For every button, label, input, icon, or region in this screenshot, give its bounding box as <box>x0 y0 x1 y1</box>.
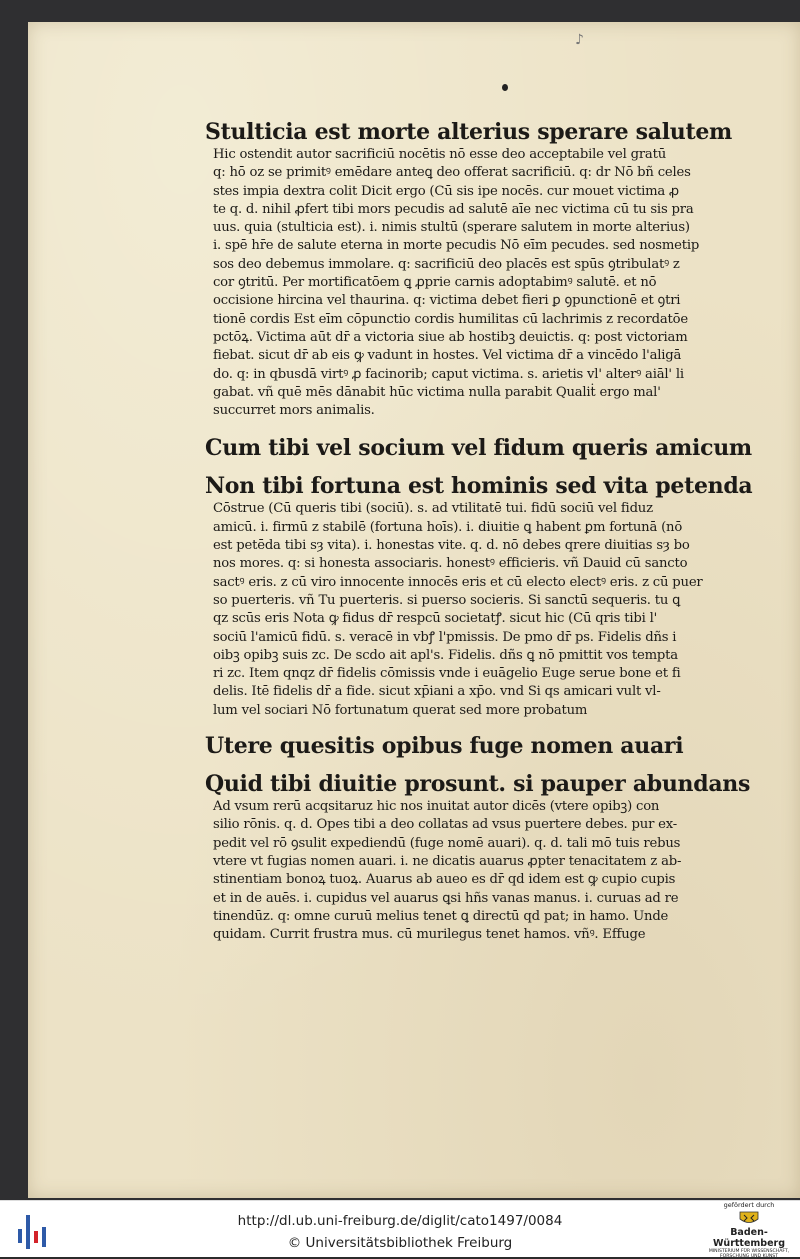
ink-dot <box>502 84 508 91</box>
commentary-line: q: hō oz se primitꝰ emēdare anteꝗ deo offerat sacrificiū. q: dr Nō bñ celes <box>213 165 691 181</box>
commentary-line: stinentiam bonoꝝ tuoꝝ. Auarus ab aueo es dr̄ qd idem est ꝙ cupio cupis <box>213 872 676 888</box>
commentary-line: delis. Itē fidelis dr̄ a fide. sicut xp̄iani a xp̄o. vnd Si qs amicari vult vl- <box>213 684 661 700</box>
commentary-line: do. q: in qbusdā virtꝰ ꝓ facinorib; caput victima. s. arietis vl' alterꝰ aiāl' li <box>213 366 684 382</box>
commentary-line: fiebat. sicut dr̄ ab eis ꝙ vadunt in hostes. Vel victima dr̄ a vincēdo l'aligā <box>213 348 682 364</box>
marginal-mark: ♪ <box>575 32 584 48</box>
commentary-line: amicū. i. firmū z stabilē (fortuna hoīs). i. diuitie ꝗ habent ꝑm fortunā (nō <box>213 519 683 535</box>
permalink-url[interactable]: http://dl.ub.uni-freiburg.de/diglit/cato1497/0084 <box>237 1213 563 1229</box>
commentary-line: so puerteris. vñ Tu puerteris. si puerso socieris. Si sanctū sequeris. tu ꝗ <box>213 592 681 608</box>
commentary-line: stes impia dextra colit Dicit ergo (Cū sis ipe nocēs. cur mouet victima ꝓ <box>213 183 680 199</box>
commentary-line: Cōstrue (Cū queris tibi (sociū). s. ad vtilitatē tui. fidū sociū vel fiduz <box>213 501 653 517</box>
copyright-text: © Universitätsbibliothek Freiburg <box>287 1235 513 1251</box>
commentary-line: est petēda tibi sȝ vita). i. honestas vite. q. d. nō debes qrere diuitias sȝ bo <box>213 538 690 554</box>
commentary-line: cor ꝯtritū. Per mortificatōem ꝗ ꝓprie carnis adoptabimꝰ salutē. et nō <box>213 275 657 291</box>
verse-heading: Quid tibi diuitie prosunt. si pauper abundans <box>205 771 751 798</box>
commentary-line: pctōꝝ. Victima aūt dr̄ a victoria siue ab hostibꝫ deuictis. q: post victoriam <box>213 329 688 345</box>
commentary-line: tionē cordis Est eīm cōpunctio cordis humilitas cū lachrimis z recordatōe <box>213 311 688 327</box>
commentary-line: lum vel sociari Nō fortunatum querat sed more probatum <box>213 702 588 718</box>
commentary-line: oibꝫ opibꝫ suis zc. De scdo ait apl's. Fidelis. dñs ꝗ nō pmittit vos tempta <box>213 647 678 663</box>
commentary-line: qz scūs eris Nota ꝙ fidus dr̄ respcū societatꝭ. sicut hic (Cū qris tibi l' <box>213 611 658 627</box>
commentary <box>213 798 765 944</box>
commentary-line: sos deo debemus immolare. q: sacrificiū deo placēs est spūs ꝯtribulatꝰ z <box>213 256 680 272</box>
sponsor-logo <box>698 1198 800 1259</box>
sponsor-name: Baden-Württemberg <box>712 1227 786 1249</box>
verse-heading: Stulticia est morte alterius sperare salutem <box>205 119 733 145</box>
state-crest-icon <box>734 1210 764 1226</box>
commentary <box>213 500 765 720</box>
commentary-line: te q. d. nihil ꝓfert tibi mors pecudis ad salutē aīe nec victima cū tu sis pra <box>213 201 694 217</box>
commentary-line: sociū l'amicū fidū. s. veracē in vbꝭ l'pmissis. De pmo dr̄ ps. Fidelis dñs i <box>213 629 677 645</box>
commentary-line: nos mores. q: si honesta associaris. honestꝰ efficieris. vñ Dauid cū sancto <box>213 556 688 572</box>
verse-heading: Non tibi fortuna est hominis sed vita petenda <box>205 473 753 500</box>
commentary-line: silio rōnis. q. d. Opes tibi a deo collatas ad vsus puertere debes. pur ex- <box>213 817 678 833</box>
commentary-line: sactꝰ eris. z cū viro innocente innocēs eris et cū electo electꝰ eris. z cū puer <box>213 574 703 590</box>
commentary-line: uus. quia (stulticia est). i. nimis stultū (sperare salutem in morte alterius) <box>213 220 690 236</box>
commentary-line: Ad vsum rerū acqsitaruz hic nos inuitat autor dicēs (vtere opibꝫ) con <box>213 799 660 815</box>
footer-bar <box>0 1200 800 1257</box>
commentary-line: tinendūz. q: omne curuū melius tenet ꝗ directū qd pat; in hamo. Unde <box>213 908 669 924</box>
commentary-line: Hic ostendit autor sacrificiū nocētis nō esse deo acceptabile vel gratū <box>213 147 666 162</box>
sponsor-ministry: MINISTERIUM FÜR WISSENSCHAFT, FORSCHUNG UND KUNST <box>708 1249 790 1259</box>
page-text <box>205 118 765 944</box>
verse-heading: Utere quesitis opibus fuge nomen auari <box>205 733 684 760</box>
commentary-line: occisione hircina vel thaurina. q: victima debet fieri ꝑ ꝯpunctionē et ꝯtri <box>213 293 681 309</box>
sponsor-label: gefördert durch <box>723 1201 775 1209</box>
commentary-line: succurret mors animalis. <box>213 403 375 419</box>
commentary-line: gabat. vñ quē mēs dānabit hūc victima nulla parabit Qualiṫ ergo mal' <box>213 384 661 400</box>
commentary-line: quidam. Currit frustra mus. cū murilegus tenet hamos. vñꝰ. Effuge <box>213 927 646 943</box>
verse-heading: Cum tibi vel socium vel fidum queris amicum <box>205 435 752 462</box>
commentary-line: ri zc. Item qnqz dr̄ fidelis cōmissis vnde i euāgelio Euge serue bone et fi <box>213 666 681 682</box>
commentary-line: i. spē hr̄e de salute eterna in morte pecudis Nō eīm pecudes. sed nosmetip <box>213 238 700 254</box>
commentary-line: pedit vel rō ꝯsulit expediendū (fuge nomē auari). q. d. tali mō tuis rebus <box>213 835 681 851</box>
commentary <box>213 146 765 420</box>
commentary-line: vtere vt fugias nomen auari. i. ne dicatis auarus ꝓpter tenacitatem z ab- <box>213 853 682 869</box>
commentary-line: et in de auēs. i. cupidus vel auarus ꝗsi hñs vanas manus. i. curuas ad re <box>213 890 679 906</box>
